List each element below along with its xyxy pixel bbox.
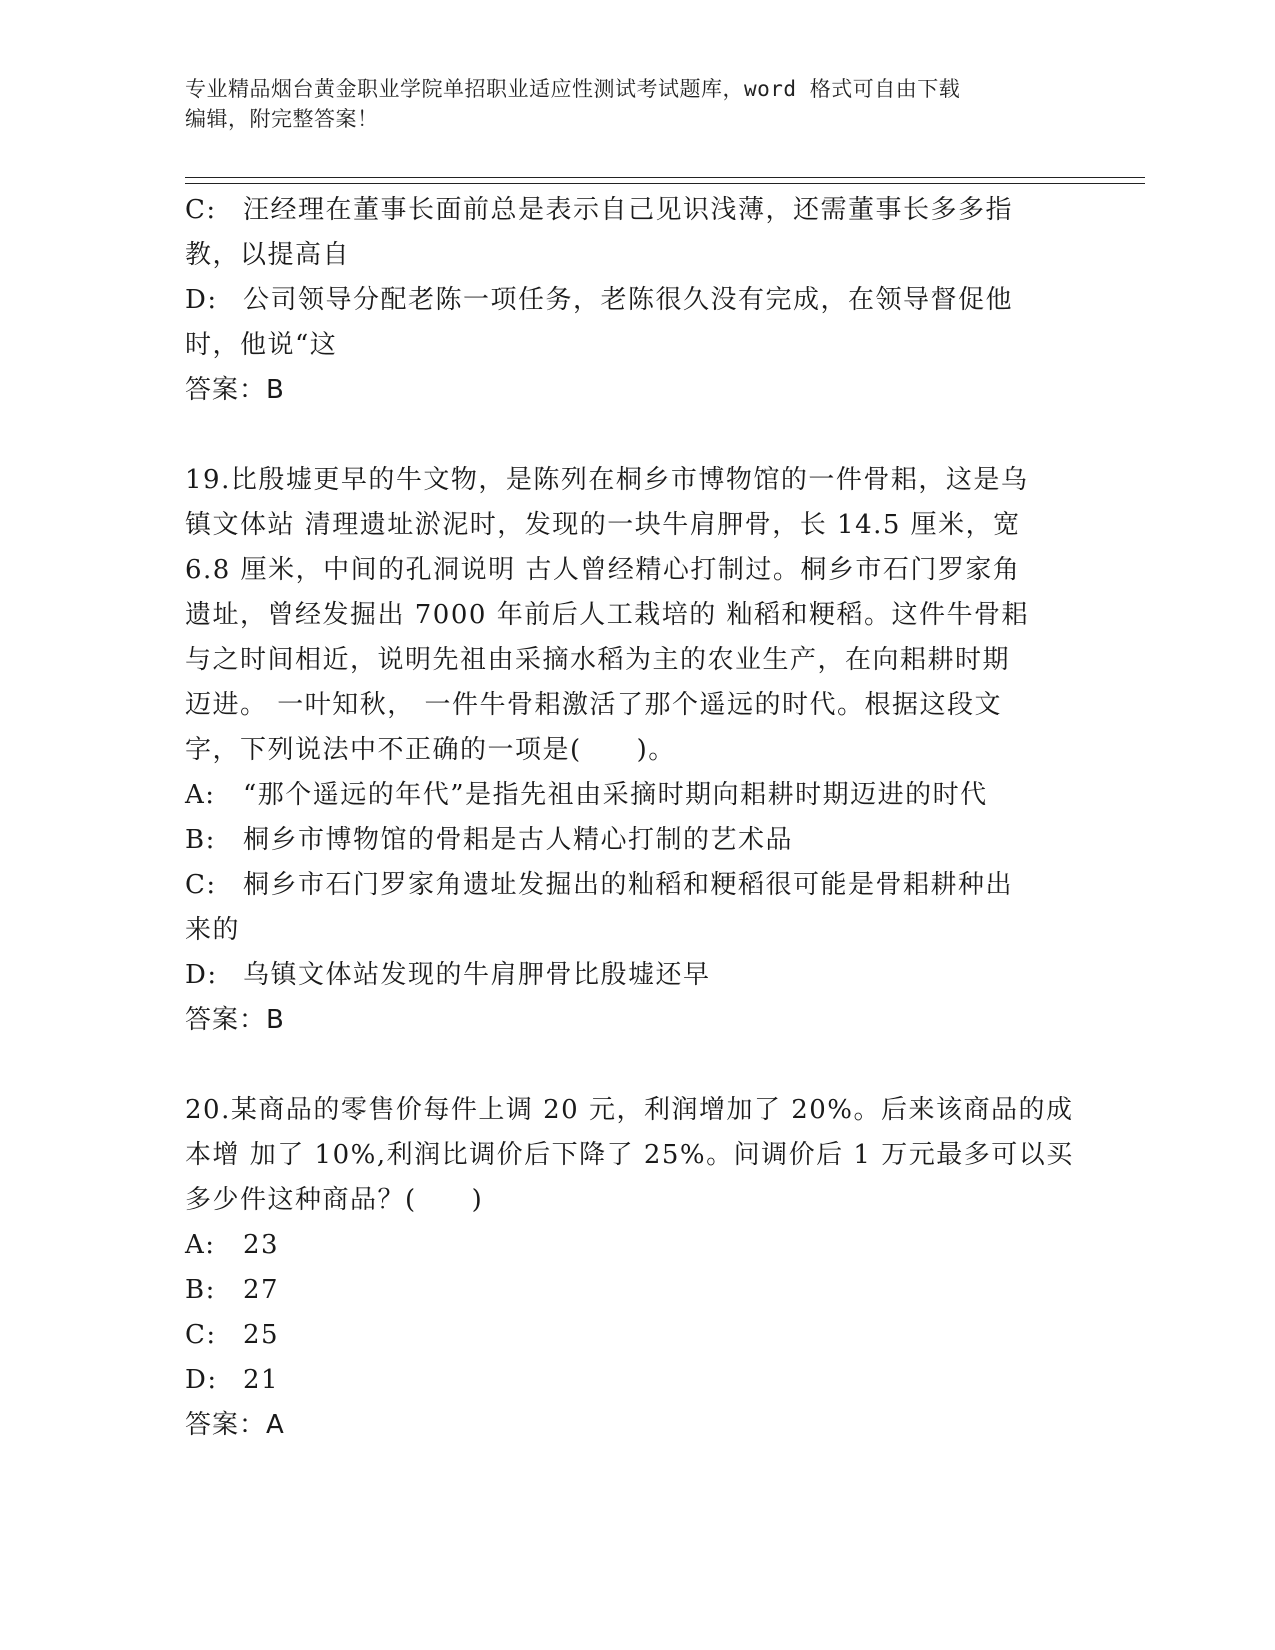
option-text: 乌镇文体站发现的牛肩胛骨比殷墟还早 — [243, 960, 711, 990]
option-b — [185, 1268, 1065, 1313]
answer-line: 答案：A — [185, 1410, 285, 1440]
option-text: 公司领导分配老陈一项任务，老陈很久没有完成，在领导督促他 — [243, 285, 1014, 315]
option-text: 桐乡市博物馆的骨耜是古人精心打制的艺术品 — [243, 825, 794, 855]
stem-line: 19.比殷墟更早的牛文物，是陈列在桐乡市博物馆的一件骨耜，这是乌 — [185, 465, 1029, 495]
stem-line: 迈进。 一叶知秋， 一件牛骨耜激活了那个遥远的时代。根据这段文 — [185, 690, 1003, 720]
option-key: D: — [185, 285, 218, 315]
option-d-continuation: 时，他说“这 — [185, 330, 338, 360]
spacer — [185, 1043, 1065, 1088]
option-c-continuation: 来的 — [185, 915, 241, 945]
option-text: 桐乡市石门罗家角遗址发掘出的籼稻和粳稻很可能是骨耜耕种出 — [243, 870, 1014, 900]
option-c — [185, 1313, 1065, 1358]
option-text: 25 — [243, 1320, 280, 1350]
answer-line: 答案：B — [185, 375, 285, 405]
option-key: B: — [185, 1275, 216, 1305]
option-text: 23 — [243, 1230, 280, 1260]
option-d — [185, 1358, 1065, 1403]
stem-line: 镇文体站 清理遗址淤泥时，发现的一块牛肩胛骨，长 14.5 厘米，宽 — [185, 510, 1021, 540]
answer-line: 答案：B — [185, 1005, 285, 1035]
page-header — [185, 74, 1065, 134]
question-18-tail — [185, 188, 1065, 413]
option-a — [185, 773, 1065, 818]
option-c — [185, 188, 1065, 233]
option-c-continuation: 教，以提高自 — [185, 240, 351, 270]
option-text: 汪经理在董事长面前总是表示自己见识浅薄，还需董事长多多指 — [243, 195, 1014, 225]
question-19 — [185, 458, 1065, 1043]
header-divider-top — [185, 177, 1145, 178]
stem-line: 6.8 厘米，中间的孔洞说明 古人曾经精心打制过。桐乡市石门罗家角 — [185, 555, 1021, 585]
header-divider-bottom — [185, 183, 1145, 184]
option-key: D: — [185, 960, 218, 990]
option-key: C: — [185, 870, 217, 900]
question-stem — [185, 1088, 1074, 1223]
option-key: A: — [185, 1230, 216, 1260]
option-c — [185, 863, 1065, 908]
header-line-2: 编辑，附完整答案！ — [185, 107, 379, 131]
option-b — [185, 818, 1065, 863]
question-stem — [185, 458, 1065, 773]
stem-line: 字，下列说法中不正确的一项是( )。 — [185, 735, 676, 765]
option-text: “那个遥远的年代”是指先祖由采摘时期向耜耕时期迈进的时代 — [243, 780, 988, 810]
option-key: D: — [185, 1365, 218, 1395]
stem-line: 多少件这种商品？( ) — [185, 1185, 484, 1215]
option-key: C: — [185, 1320, 217, 1350]
spacer — [185, 413, 1065, 458]
stem-line: 与之时间相近，说明先祖由采摘水稻为主的农业生产，在向耜耕时期 — [185, 645, 1011, 675]
option-text: 27 — [243, 1275, 280, 1305]
option-key: C: — [185, 195, 217, 225]
stem-line: 20.某商品的零售价每件上调 20 元，利润增加了 20%。后来该商品的成 — [185, 1095, 1074, 1125]
option-d — [185, 953, 1065, 998]
stem-line: 遗址，曾经发掘出 7000 年前后人工栽培的 籼稻和粳稻。这件牛骨耜 — [185, 600, 1029, 630]
option-text: 21 — [243, 1365, 280, 1395]
option-key: B: — [185, 825, 216, 855]
option-a — [185, 1223, 1065, 1268]
document-body — [185, 188, 1074, 1448]
stem-line: 本增 加了 10%,利润比调价后下降了 25%。问调价后 1 万元最多可以买 — [185, 1140, 1074, 1170]
option-key: A: — [185, 780, 216, 810]
option-d — [185, 278, 1065, 323]
question-20 — [185, 1088, 1074, 1448]
header-line-1: 专业精品烟台黄金职业学院单招职业适应性测试考试题库，word 格式可自由下载 — [185, 77, 961, 101]
